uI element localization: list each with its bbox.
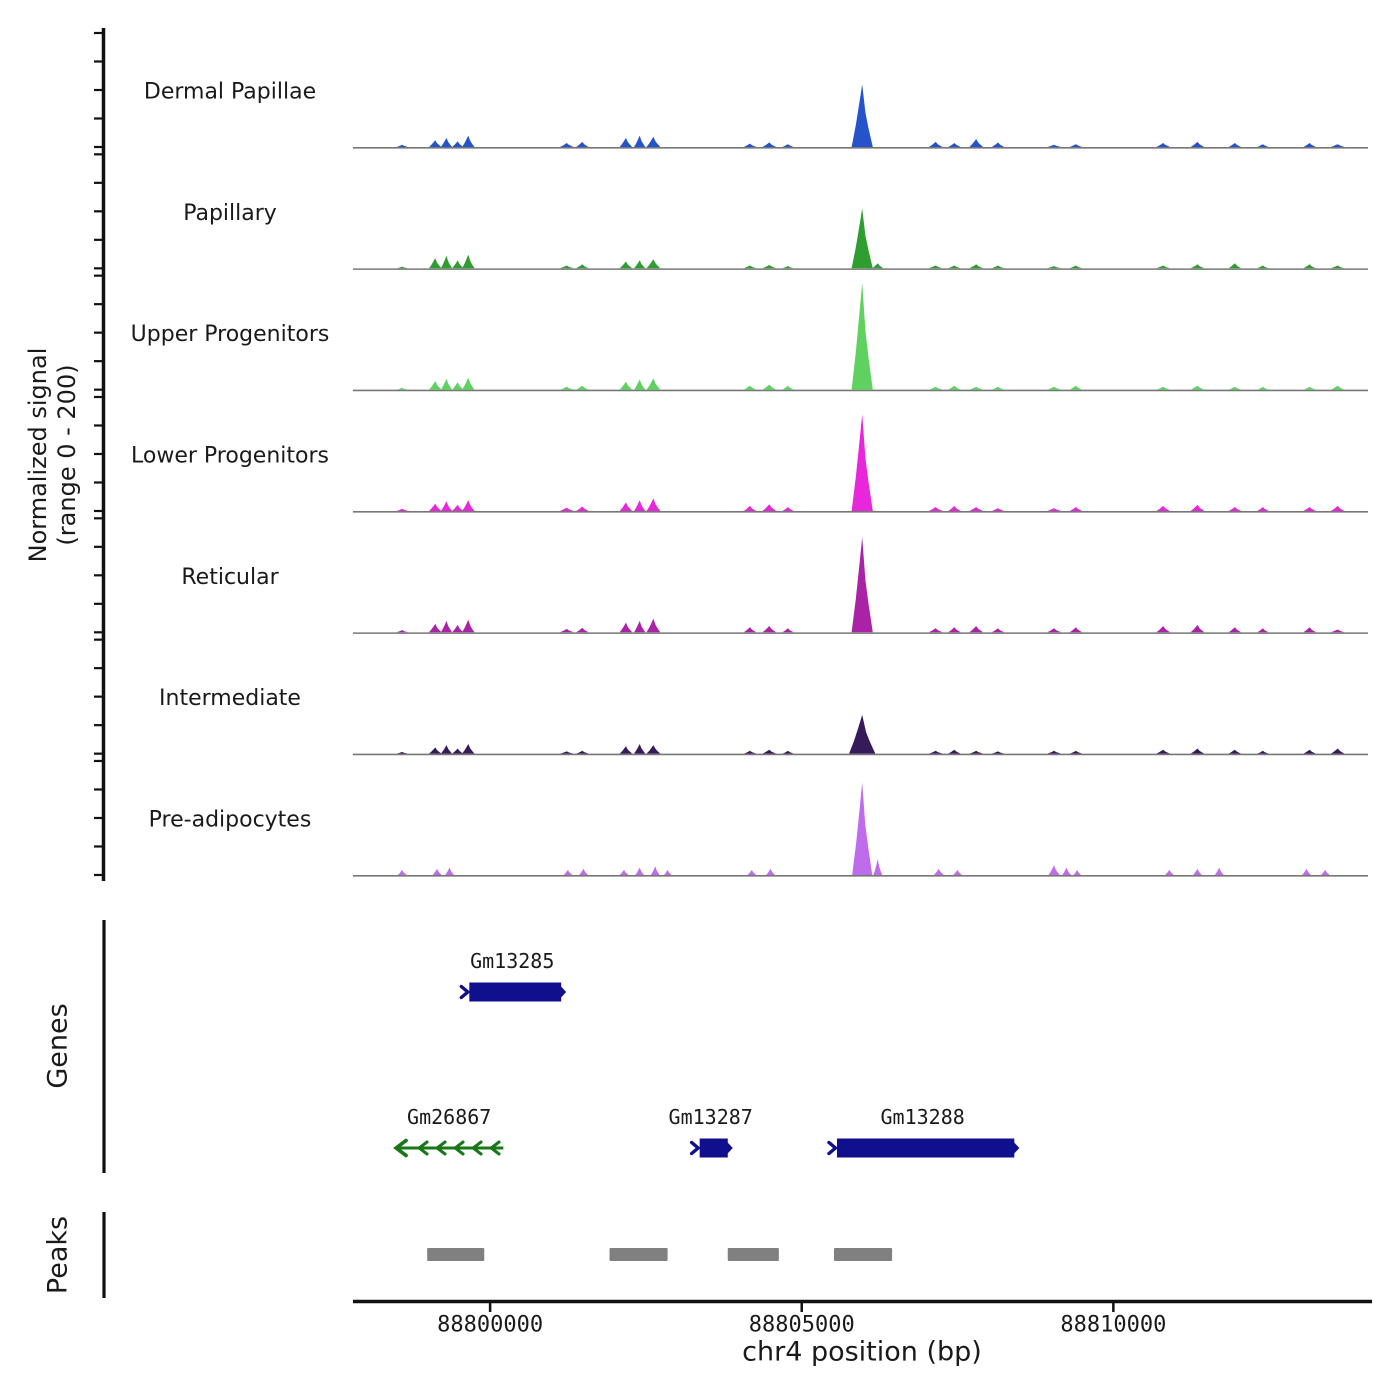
signal-peak [934, 869, 944, 875]
signal-peak [647, 498, 661, 511]
gene-label-gm26867: Gm26867 [407, 1105, 492, 1129]
signal-peak [462, 620, 474, 633]
signal-peak [929, 387, 943, 390]
signal-peak [433, 869, 442, 875]
track-group-papillary [183, 201, 1368, 269]
signal-peak [1215, 868, 1224, 875]
signal-peak [1070, 627, 1083, 632]
gene-glyph-gm13288 [829, 1105, 1019, 1158]
signal-peak [1070, 144, 1083, 147]
signal-peak [782, 751, 793, 754]
signal-peak [664, 870, 672, 875]
signal-peak [441, 138, 452, 147]
signal-peak [397, 509, 408, 511]
signal-peak [647, 259, 661, 268]
signal-peak [782, 266, 793, 268]
signal-peak [1331, 386, 1345, 390]
signal-peak [782, 144, 793, 147]
signal-peak [634, 379, 645, 389]
signal-peak [1047, 628, 1061, 632]
signal-peak [1156, 750, 1170, 754]
signal-peak [1070, 507, 1083, 511]
signal-peak [1331, 506, 1345, 511]
x-tick-label: 88810000 [1060, 1312, 1167, 1338]
signal-peak [462, 744, 474, 754]
signal-peak [744, 266, 756, 269]
signal-peak [647, 137, 661, 147]
signal-peak [635, 868, 644, 875]
signal-peak [1229, 627, 1241, 632]
signal-peak [1257, 144, 1268, 147]
signal-peak [1257, 751, 1268, 754]
signal-peak [620, 746, 633, 753]
signal-peak [441, 621, 452, 632]
signal-peak [1047, 145, 1061, 147]
signal-peak [852, 283, 873, 390]
gene-label-gm13287: Gm13287 [668, 1105, 753, 1129]
signal-peak [1191, 625, 1205, 632]
signal-peak [441, 256, 452, 268]
peaks-section-label: Peaks [42, 1215, 74, 1295]
signal-peak [452, 260, 463, 268]
signal-peak [620, 262, 633, 269]
signal-peak [763, 385, 777, 390]
signal-peak [1303, 507, 1316, 511]
signal-peak [647, 745, 661, 754]
signal-peak [763, 504, 777, 511]
signal-peak [1047, 266, 1061, 268]
signal-peak [929, 142, 943, 147]
signal-peak [1257, 507, 1268, 511]
signal-peak [873, 859, 882, 875]
track-label-intermediate: Intermediate [159, 686, 301, 712]
signal-peak [397, 267, 408, 269]
signal-peak [969, 139, 983, 147]
signal-peak [852, 209, 873, 269]
signal-peak [441, 745, 452, 754]
signal-peak [782, 386, 793, 390]
signal-peak [441, 379, 452, 390]
signal-peak [576, 142, 589, 147]
genes-track [104, 920, 1019, 1173]
signal-peak [1257, 628, 1268, 632]
signal-peak [744, 627, 756, 632]
signal-peak [564, 870, 573, 875]
track-label-upper-progenitors: Upper Progenitors [130, 322, 330, 348]
signal-peak [441, 501, 452, 511]
gene-start-chevron [829, 1143, 836, 1154]
track-group-lower-progenitors [131, 414, 1368, 512]
signal-peak [1302, 869, 1311, 875]
signal-peak [1049, 865, 1060, 875]
signal-peak [744, 751, 756, 754]
signal-axis [94, 28, 104, 881]
signal-peak [620, 382, 633, 390]
y-axis-label-line1: Normalized signal [24, 347, 52, 563]
signal-peak [1191, 386, 1205, 390]
signal-peak [948, 386, 961, 390]
signal-peak [445, 868, 454, 875]
signal-peak [953, 870, 962, 875]
signal-peak [1193, 869, 1202, 875]
genes-section-label: Genes [42, 1003, 74, 1089]
signal-peak [1303, 627, 1316, 632]
signal-peak [462, 255, 474, 269]
signal-peak [763, 142, 777, 147]
signal-peak [1331, 630, 1345, 633]
signal-peak [1229, 263, 1241, 268]
peak-interval [834, 1248, 892, 1261]
signal-peak [948, 627, 961, 632]
signal-peak [1331, 749, 1345, 754]
signal-peak [763, 265, 777, 268]
signal-peak [397, 752, 408, 754]
signal-peak [634, 744, 645, 754]
signal-peak [948, 266, 961, 269]
signal-peak [948, 750, 961, 754]
signal-peak [647, 619, 661, 633]
signal-peak [992, 266, 1005, 269]
signal-peak [1047, 751, 1061, 754]
signal-peak [1303, 143, 1316, 147]
signal-peak [429, 140, 442, 147]
signal-peak [651, 866, 660, 875]
signal-peak [429, 624, 442, 633]
signal-peak [1156, 143, 1170, 147]
signal-peak [429, 258, 442, 268]
signal-peak [992, 628, 1005, 632]
signal-peak [929, 507, 943, 511]
track-group-upper-progenitors [131, 283, 1368, 391]
signal-peak [852, 782, 872, 875]
signal-peak [620, 502, 633, 511]
signal-peak [852, 84, 873, 147]
signal-peak [872, 263, 883, 268]
track-label-dermal-papillae: Dermal Papillae [143, 79, 317, 105]
signal-peak [782, 628, 793, 632]
signal-peak [620, 138, 633, 147]
signal-peak [452, 505, 463, 511]
signal-peak [969, 264, 983, 268]
signal-peak [397, 388, 408, 390]
signal-peak [766, 869, 775, 875]
signal-peak [1321, 870, 1330, 875]
signal-peak [1229, 750, 1241, 754]
signal-peak [1229, 507, 1241, 511]
signal-peak [748, 870, 757, 875]
signal-peak [560, 508, 574, 511]
track-group-intermediate [159, 686, 1368, 754]
signal-peak [1331, 266, 1345, 269]
signal-peak [462, 500, 474, 511]
signal-peak [1303, 750, 1316, 754]
signal-peak [1156, 266, 1170, 269]
gene-glyph-gm13285 [461, 949, 566, 1002]
signal-peak [1257, 266, 1268, 269]
signal-peak [1303, 264, 1316, 268]
signal-peak [1156, 626, 1170, 632]
signal-peak [398, 870, 407, 875]
signal-peak [397, 145, 408, 147]
track-label-pre-adipocytes: Pre-adipocytes [148, 807, 312, 833]
gene-start-chevron [692, 1143, 699, 1154]
signal-peak [576, 386, 589, 390]
signal-peak [634, 500, 645, 511]
signal-peak [462, 378, 474, 390]
x-tick-label: 88805000 [748, 1312, 855, 1338]
track-label-reticular: Reticular [181, 564, 279, 590]
signal-peak [929, 628, 943, 632]
x-tick-label: 88800000 [437, 1312, 544, 1338]
signal-peak [576, 264, 589, 268]
signal-peak [992, 142, 1005, 147]
peak-interval [427, 1248, 484, 1261]
signal-peak [969, 387, 983, 390]
signal-tracks [131, 80, 1368, 876]
signal-peak [763, 750, 777, 754]
signal-peak [948, 506, 961, 511]
signal-peak [1191, 264, 1205, 268]
signal-peak [1070, 266, 1083, 269]
track-group-reticular [181, 537, 1368, 633]
signal-peak [1047, 508, 1061, 511]
x-axis-title: chr4 position (bp) [742, 1336, 982, 1368]
signal-peak [452, 141, 463, 147]
signal-peak [744, 386, 756, 390]
signal-peak [462, 136, 474, 147]
signal-peak [1257, 387, 1268, 390]
x-axis [353, 1301, 1372, 1338]
signal-peak [744, 144, 756, 147]
peak-interval [610, 1248, 668, 1261]
gene-glyph-gm13287 [669, 1105, 753, 1158]
gene-body [469, 983, 561, 1002]
signal-peak [634, 621, 645, 632]
signal-peak [852, 414, 873, 511]
signal-peak [1070, 386, 1083, 390]
gene-label-gm13285: Gm13285 [470, 949, 555, 973]
signal-peak [1331, 144, 1345, 147]
signal-peak [579, 869, 588, 875]
track-group-dermal-papillae [144, 80, 1368, 148]
signal-peak [1191, 142, 1205, 147]
peak-interval [728, 1248, 779, 1261]
signal-peak [452, 382, 463, 390]
signal-peak [576, 628, 589, 633]
signal-peak [852, 537, 873, 632]
signal-peak [1074, 870, 1081, 875]
signal-peak [560, 629, 574, 632]
signal-peak [1191, 749, 1205, 754]
signal-peak [634, 260, 645, 268]
signal-peak [1070, 751, 1083, 754]
gene-end-arrow [560, 986, 566, 999]
signal-peak [647, 378, 661, 389]
track-group-pre-adipocytes [149, 782, 1368, 876]
signal-peak [576, 506, 589, 511]
signal-peak [969, 751, 983, 754]
signal-peak [1191, 505, 1205, 511]
signal-peak [560, 387, 574, 390]
signal-peak [429, 504, 442, 511]
signal-peak [929, 751, 943, 754]
signal-peak [1062, 868, 1071, 875]
signal-peak [560, 143, 574, 147]
signal-peak [634, 136, 645, 147]
gene-body [837, 1139, 1014, 1158]
signal-peak [560, 266, 574, 269]
signal-peak [1303, 387, 1316, 390]
gene-glyph-gm26867 [396, 1105, 503, 1156]
signal-peak [1156, 506, 1170, 511]
signal-peak [992, 508, 1005, 511]
gene-body [700, 1139, 728, 1158]
signal-peak [992, 751, 1005, 753]
signal-peak [1229, 387, 1241, 390]
track-label-papillary: Papillary [183, 200, 277, 226]
signal-peak [1047, 387, 1061, 390]
signal-peak [560, 751, 574, 753]
signal-peak [452, 625, 463, 632]
signal-peak [782, 507, 793, 511]
gene-end-arrow [1013, 1142, 1019, 1155]
signal-peak [763, 626, 777, 632]
signal-peak [452, 749, 463, 754]
gene-start-chevron [461, 987, 468, 998]
signal-peak [620, 870, 629, 875]
peaks-track [104, 1212, 892, 1298]
gene-end-arrow [727, 1142, 733, 1155]
signal-peak [849, 715, 875, 754]
signal-peak [744, 506, 756, 511]
signal-peak [929, 266, 943, 269]
signal-peak [576, 751, 589, 754]
signal-peak [620, 623, 633, 633]
signal-peak [1165, 870, 1174, 875]
signal-peak [969, 626, 983, 632]
signal-peak [969, 507, 983, 511]
signal-peak [429, 747, 442, 753]
signal-peak [429, 381, 442, 390]
signal-peak [948, 143, 961, 147]
signal-peak [992, 387, 1005, 390]
y-axis-label-line2: (range 0 - 200) [53, 364, 81, 546]
signal-peak [1156, 387, 1170, 390]
signal-peak [1229, 143, 1241, 147]
track-label-lower-progenitors: Lower Progenitors [131, 443, 329, 469]
signal-peak [397, 630, 408, 632]
gene-label-gm13288: Gm13288 [880, 1105, 965, 1129]
